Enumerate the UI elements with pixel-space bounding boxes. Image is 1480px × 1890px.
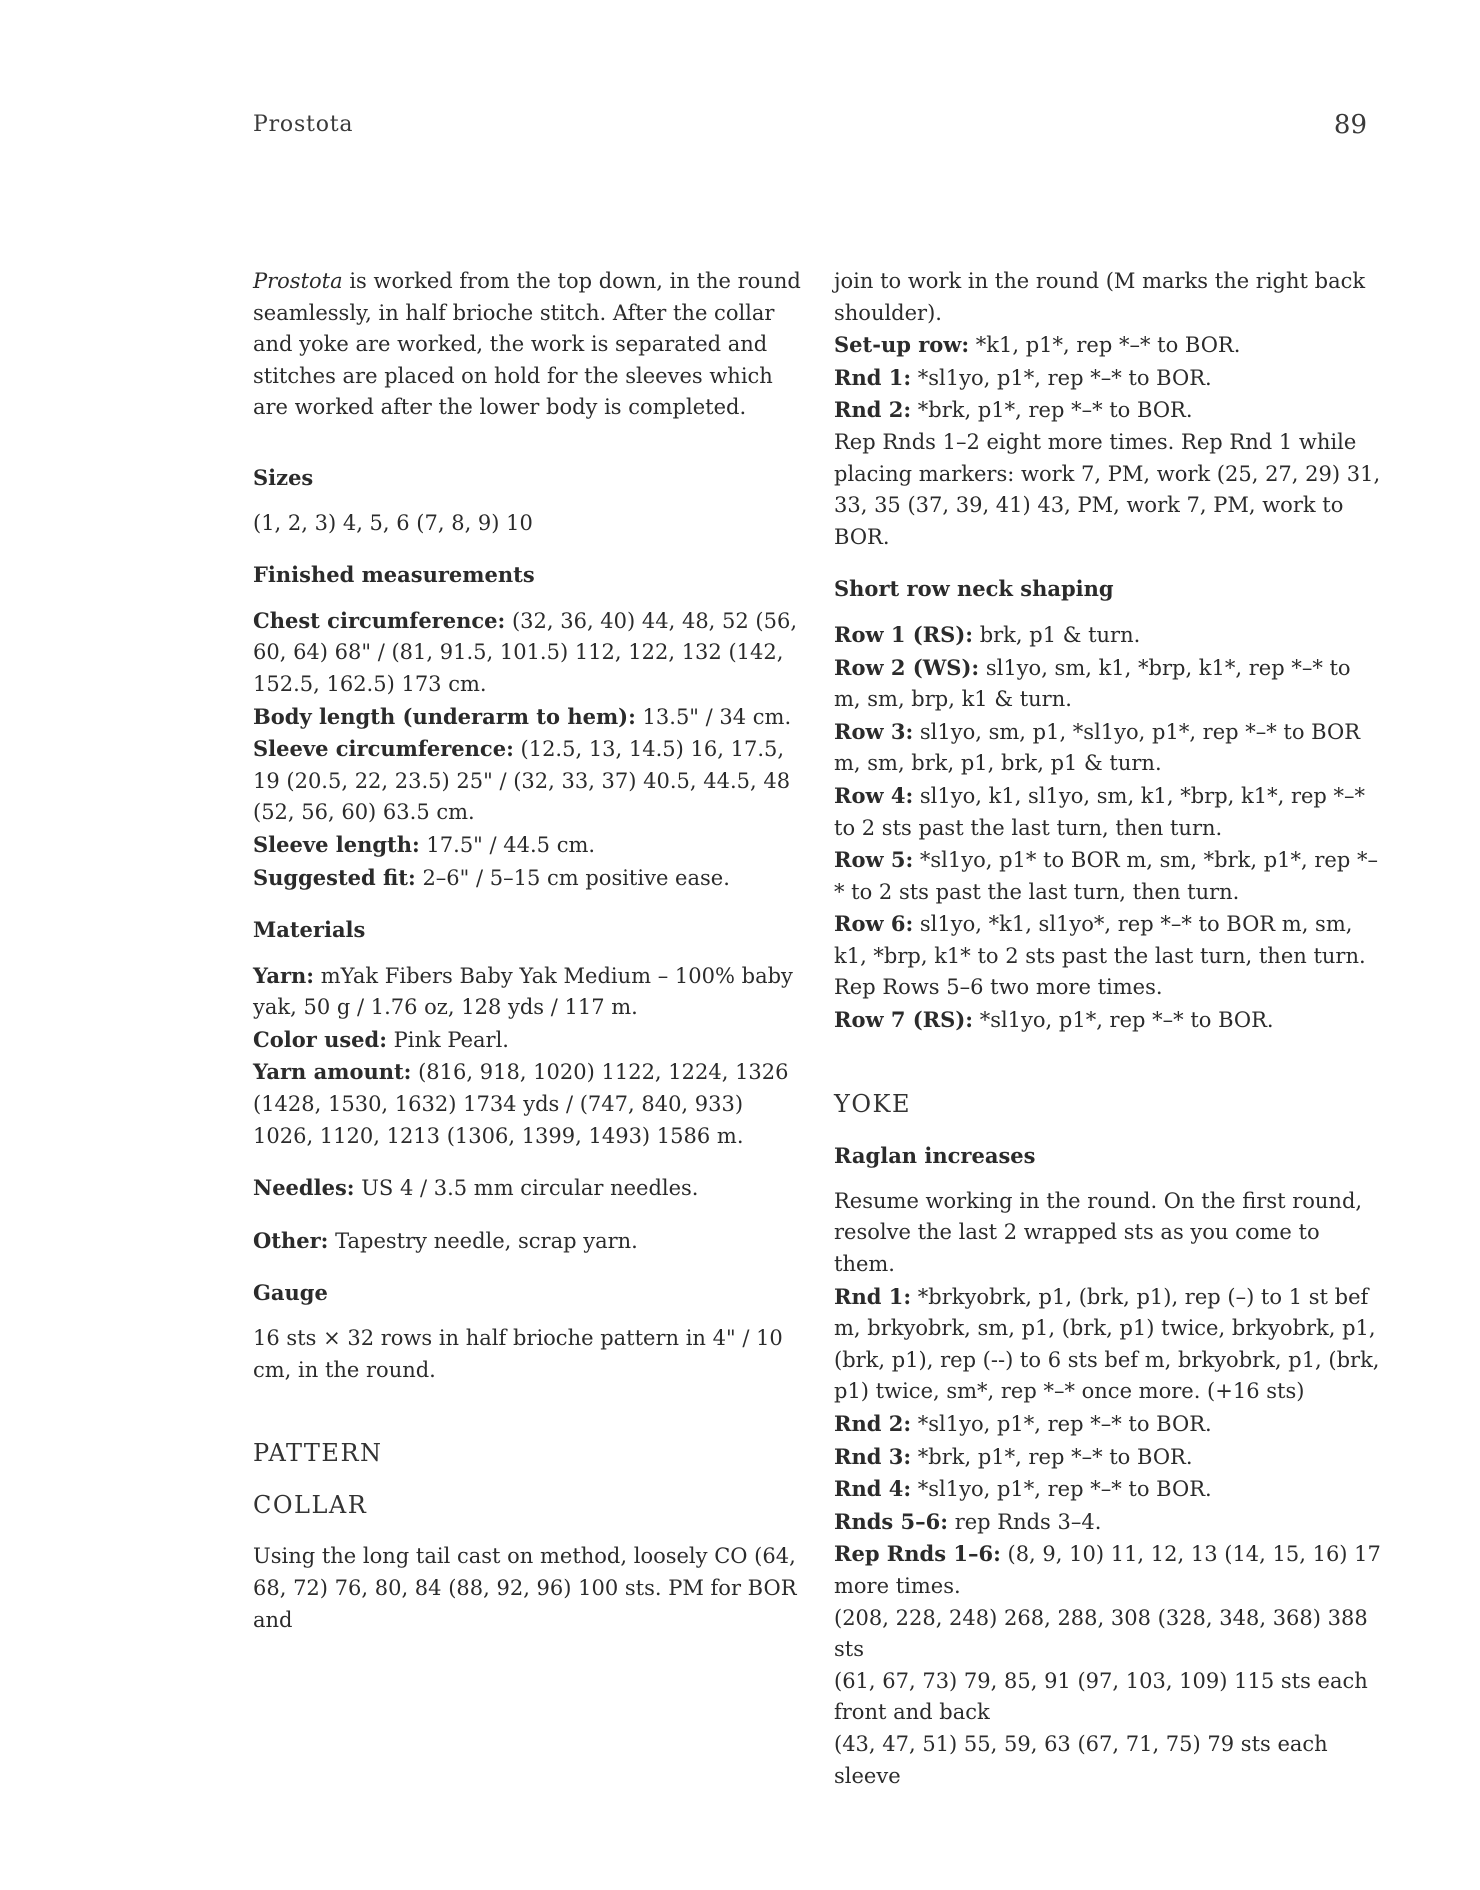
other-materials: Other: Tapestry needle, scrap yarn.	[253, 1227, 638, 1253]
short-row-2: Row 2 (WS): sl1yo, sm, k1, *brp, k1*, rep *–* to m, sm, brp, k1 & turn.	[834, 654, 1351, 712]
sizes-heading: Sizes	[253, 464, 314, 490]
stitch-count-total: (208, 228, 248) 268, 288, 308 (328, 348, 368) 388 sts	[834, 1605, 1368, 1662]
body-length: Body length (underarm to hem): 13.5" / 34 cm.	[253, 703, 792, 729]
yarn: Yarn: mYak Fibers Baby Yak Medium – 100% baby yak, 50 g / 1.76 oz, 128 yds / 117 m.	[253, 962, 793, 1020]
stitch-count-sleeve: (43, 47, 51) 55, 59, 63 (67, 71, 75) 79 sts each sleeve	[834, 1731, 1328, 1788]
finished-measurements-heading: Finished measurements	[253, 562, 535, 588]
yoke-heading: YOKE	[834, 1089, 911, 1118]
short-row-1: Row 1 (RS): brk, p1 & turn.	[834, 621, 1141, 647]
raglan-rnd-4: Rnd 4: *sl1yo, p1*, rep *–* to BOR.	[834, 1476, 1212, 1502]
short-row-repeat: Rep Rows 5–6 two more times.	[834, 975, 1163, 1000]
stitch-count-front-back: (61, 67, 73) 79, 85, 91 (97, 103, 109) 115 sts each front and back	[834, 1668, 1368, 1725]
color-used: Color used: Pink Pearl.	[253, 1026, 509, 1052]
short-row-3: Row 3: sl1yo, sm, p1, *sl1yo, p1*, rep *–* to BOR m, sm, brk, p1, brk, p1 & turn.	[834, 718, 1361, 776]
short-row-4: Row 4: sl1yo, k1, sl1yo, sm, k1, *brp, k1*, rep *–* to 2 sts past the last turn, then turn.	[834, 782, 1366, 840]
page-number: 89	[1333, 110, 1367, 140]
materials-heading: Materials	[253, 917, 366, 943]
short-row-7: Row 7 (RS): *sl1yo, p1*, rep *–* to BOR.	[834, 1007, 1274, 1033]
raglan-intro: Resume working in the round. On the first round, resolve the last 2 wrapped sts as you come to them.	[834, 1188, 1363, 1277]
intro-paragraph: Prostota is worked from the top down, in the round seamlessly, in half brioche stitch. After the collar and yoke are worked, the work is separated and stitches are placed on hold for the sleeves which are worked after the lower body is completed.	[253, 269, 801, 420]
collar-heading: COLLAR	[253, 1490, 368, 1519]
setup-row: Set-up row: *k1, p1*, rep *–* to BOR.	[834, 332, 1241, 358]
sizes-text: (1, 2, 3) 4, 5, 6 (7, 8, 9) 10	[253, 510, 533, 535]
running-head: Prostota	[253, 112, 354, 137]
collar-repeat: Rep Rnds 1–2 eight more times. Rep Rnd 1 while placing markers: work 7, PM, work (25, 27, 29) 31, 33, 35 (37, 39, 41) 43, PM, work 7, PM, work to BOR.	[834, 429, 1381, 549]
gauge-text: 16 sts × 32 rows in half brioche pattern in 4" / 10 cm, in the round.	[253, 1326, 783, 1382]
collar-rnd-1: Rnd 1: *sl1yo, p1*, rep *–* to BOR.	[834, 364, 1212, 390]
left-column	[253, 266, 801, 1636]
short-row-heading: Short row neck shaping	[834, 576, 1114, 602]
raglan-repeat: Rep Rnds 1–6: (8, 9, 10) 11, 12, 13 (14, 15, 16) 17 more times.	[834, 1541, 1381, 1598]
chest-circumference: Chest circumference: (32, 36, 40) 44, 48, 52 (56, 60, 64) 68" / (81, 91.5, 101.5) 112, 122, 132 (142, 152.5, 162.5) 173 cm.	[253, 607, 798, 696]
raglan-heading: Raglan increases	[834, 1143, 1036, 1169]
collar-text: Using the long tail cast on method, loosely CO (64, 68, 72) 76, 80, 84 (88, 92, 96) 100 sts. PM for BOR and	[253, 1544, 797, 1632]
short-row-5: Row 5: *sl1yo, p1* to BOR m, sm, *brk, p1*, rep *–* to 2 sts past the last turn, then turn.	[834, 847, 1378, 904]
collar-continued: join to work in the round (M marks the right back shoulder).	[834, 269, 1366, 325]
right-column	[834, 266, 1382, 1792]
raglan-rnds-5-6: Rnds 5–6: rep Rnds 3–4.	[834, 1508, 1102, 1534]
suggested-fit: Suggested fit: 2–6" / 5–15 cm positive ease.	[253, 864, 730, 890]
gauge-heading: Gauge	[253, 1280, 328, 1306]
short-row-6: Row 6: sl1yo, *k1, sl1yo*, rep *–* to BOR m, sm, k1, *brp, k1* to 2 sts past the last turn, then turn.	[834, 911, 1366, 968]
pattern-title-italic: Prostota	[253, 269, 343, 293]
yarn-amount: Yarn amount: (816, 918, 1020) 1122, 1224, 1326 (1428, 1530, 1632) 1734 yds / (747, 840, 933) 1026, 1120, 1213 (1306, 1399, 1493) 1586 m.	[253, 1059, 789, 1148]
raglan-rnd-3: Rnd 3: *brk, p1*, rep *–* to BOR.	[834, 1443, 1193, 1469]
pattern-heading: PATTERN	[253, 1439, 383, 1468]
raglan-rnd-2: Rnd 2: *sl1yo, p1*, rep *–* to BOR.	[834, 1411, 1212, 1436]
collar-rnd-2: Rnd 2: *brk, p1*, rep *–* to BOR.	[834, 397, 1193, 423]
needles: Needles: US 4 / 3.5 mm circular needles.	[253, 1175, 699, 1201]
sleeve-circumference: Sleeve circumference: (12.5, 13, 14.5) 16, 17.5, 19 (20.5, 22, 23.5) 25" / (32, 33, 37) 40.5, 44.5, 48 (52, 56, 60) 63.5 cm.	[253, 736, 791, 825]
raglan-rnd-1: Rnd 1: *brkyobrk, p1, (brk, p1), rep (–) to 1 st bef m, brkyobrk, sm, p1, (brk, p1) twice, brkyobrk, p1, (brk, p1), rep (--) to 6 sts bef m, brkyobrk, p1, (brk, p1) twice, sm*, rep *–* once more. (+16 sts)	[834, 1283, 1380, 1404]
sleeve-length: Sleeve length: 17.5" / 44.5 cm.	[253, 831, 596, 857]
